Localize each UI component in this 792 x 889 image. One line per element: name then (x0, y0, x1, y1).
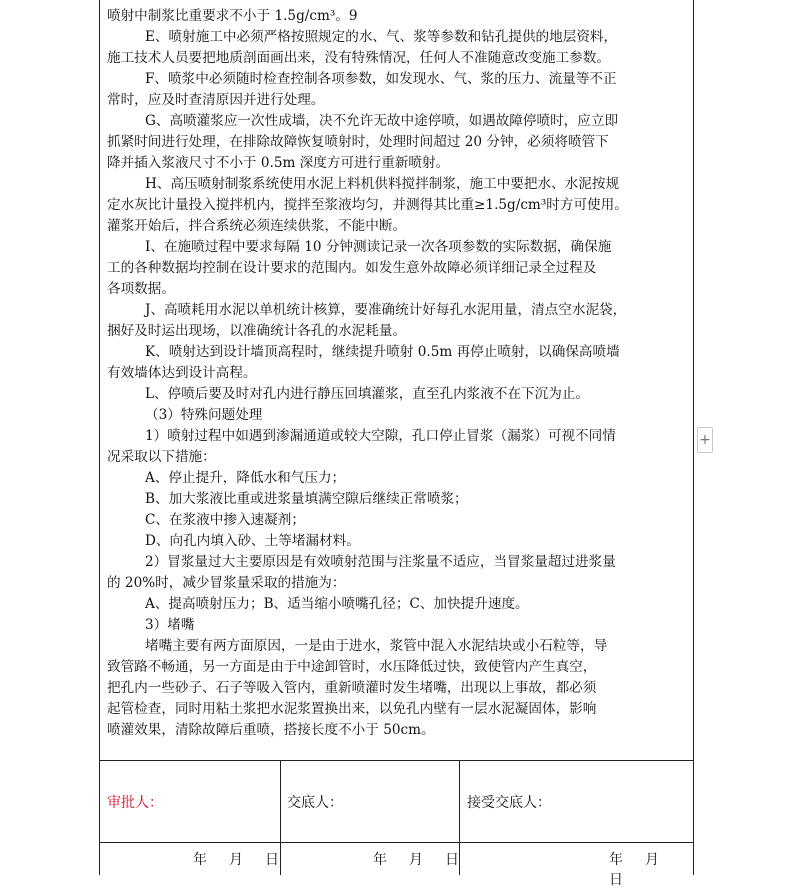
paragraph-line: 施工技术人员要把地质剖面画出来，没有特殊情况，任何人不准随意改变施工参数。 (107, 50, 610, 66)
paragraph-line: G、高喷灌浆应一次性成墙，决不允许无故中途停喷，如遇故障停喷时，应立即 (145, 113, 619, 129)
day-label: 日 (265, 852, 279, 868)
paragraph-line: 致管路不畅通，另一方面是由于中途卸管时，水压降低过快，致使管内产生真空， (107, 659, 597, 675)
paragraph-line: 常时，应及时查清原因并进行处理。 (107, 92, 325, 108)
paragraph-line: D、向孔内填入砂、土等堵漏材料。 (145, 533, 360, 549)
document-page (99, 0, 694, 888)
paragraph-line: E、喷射施工中必须严格按照规定的水、气、浆等参数和钻孔提供的地层资料， (145, 29, 618, 45)
paragraph-line: C、在浆液中掺入速凝剂； (145, 512, 305, 528)
handover-person-label: 交底人： (287, 795, 343, 811)
receiver-label: 接受交底人： (467, 795, 551, 811)
paragraph-line: A、停止提升，降低水和气压力； (145, 470, 346, 486)
paragraph-line: 3）堵嘴 (145, 617, 195, 633)
handover-date (373, 849, 481, 869)
paragraph-line: F、喷浆中必须随时检查控制各项参数，如发现水、气、浆的压力、流量等不正 (145, 71, 617, 87)
paragraph-line: B、加大浆液比重或进浆量填满空隙后继续正常喷浆； (145, 491, 468, 507)
paragraph-line: 把孔内一些砂子、石子等吸入管内，重新喷灌时发生堵嘴，出现以上事故，都必须 (107, 680, 597, 696)
paragraph-line: 捆好及时运出现场，以准确统计各孔的水泥耗量。 (107, 323, 407, 339)
paragraph-line: A、提高喷射压力；B、适当缩小喷嘴孔径；C、加快提升速度。 (145, 596, 529, 612)
paragraph-line: J、高喷耗用水泥以单机统计核算，要准确统计好每孔水泥用量，清点空水泥袋， (145, 302, 627, 318)
plus-icon[interactable]: + (697, 427, 713, 453)
paragraph-line: 2）冒浆量过大主要原因是有效喷射范围与注浆量不适应，当冒浆量超过进浆量 (145, 554, 616, 570)
paragraph-line: 有效墙体达到设计高程。 (107, 365, 257, 381)
month-label: 月 (229, 852, 243, 868)
paragraph-line: 各项数据。 (107, 281, 175, 297)
approver-label: 审批人： (107, 795, 163, 811)
day-label: 日 (445, 852, 459, 868)
paragraph-line: 况采取以下措施： (107, 449, 216, 465)
year-label: 年 (193, 852, 207, 868)
paragraph-line: L、停喷后要及时对孔内进行静压回填灌浆，直至孔内浆液不在下沉为止。 (145, 386, 590, 402)
paragraph-line: 降并插入浆液尺寸不小于 0.5m 深度方可进行重新喷射。 (107, 155, 450, 171)
paragraph-line: I、在施喷过程中要求每隔 10 分钟测读记录一次各项参数的实际数据，确保施 (145, 239, 612, 255)
document-body (107, 6, 687, 741)
month-label: 月 (645, 852, 659, 868)
paragraph-line: K、喷射达到设计墙顶高程时，继续提升喷射 0.5m 再停止喷射，以确保高喷墙 (145, 344, 620, 360)
date-row-border (100, 842, 693, 843)
month-label: 月 (409, 852, 423, 868)
year-label: 年 (609, 852, 623, 868)
paragraph-line: 的 20%时，减少冒浆量采取的措施为： (107, 575, 346, 591)
year-label: 年 (373, 852, 387, 868)
paragraph-line: 工的各种数据均控制在设计要求的范围内。如发生意外故障必须详细记录全过程及 (107, 260, 597, 276)
paragraph-line: 1）喷射过程中如遇到渗漏通道或较大空隙，孔口停止冒浆（漏浆）可视不同情 (145, 428, 616, 444)
paragraph-line: H、高压喷射制浆系统使用水泥上料机供料搅拌制浆，施工中要把水、水泥按规 (145, 176, 620, 192)
paragraph-line: 堵嘴主要有两方面原因，一是由于进水，浆管中混入水泥结块或小石粒等，导 (145, 638, 608, 654)
paragraph-line: 起管检查，同时用粘土浆把水泥浆置换出来，以免孔内壁有一层水泥凝固体，影响 (107, 701, 597, 717)
day-label: 日 (609, 872, 623, 888)
paragraph-line: 灌浆开始后，拌合系统必须连续供浆，不能中断。 (107, 218, 407, 234)
paragraph-line: 喷灌效果，清除故障后重喷，搭接长度不小于 50cm。 (107, 722, 435, 738)
approver-date (193, 849, 301, 869)
paragraph-line: 定水灰比计量投入搅拌机内，搅拌至浆液均匀，并测得其比重≥1.5g/cm³时方可使用。 (107, 197, 628, 213)
paragraph-line: （3）特殊问题处理 (145, 407, 263, 423)
receiver-date (609, 849, 693, 889)
paragraph-line: 喷射中制浆比重要求不小于 1.5g/cm³。9 (107, 8, 358, 24)
signature-top-border (100, 760, 693, 761)
paragraph-line: 抓紧时间进行处理，在排除故障恢复喷射时，处理时间超过 20 分钟，必须将喷管下 (107, 134, 609, 150)
